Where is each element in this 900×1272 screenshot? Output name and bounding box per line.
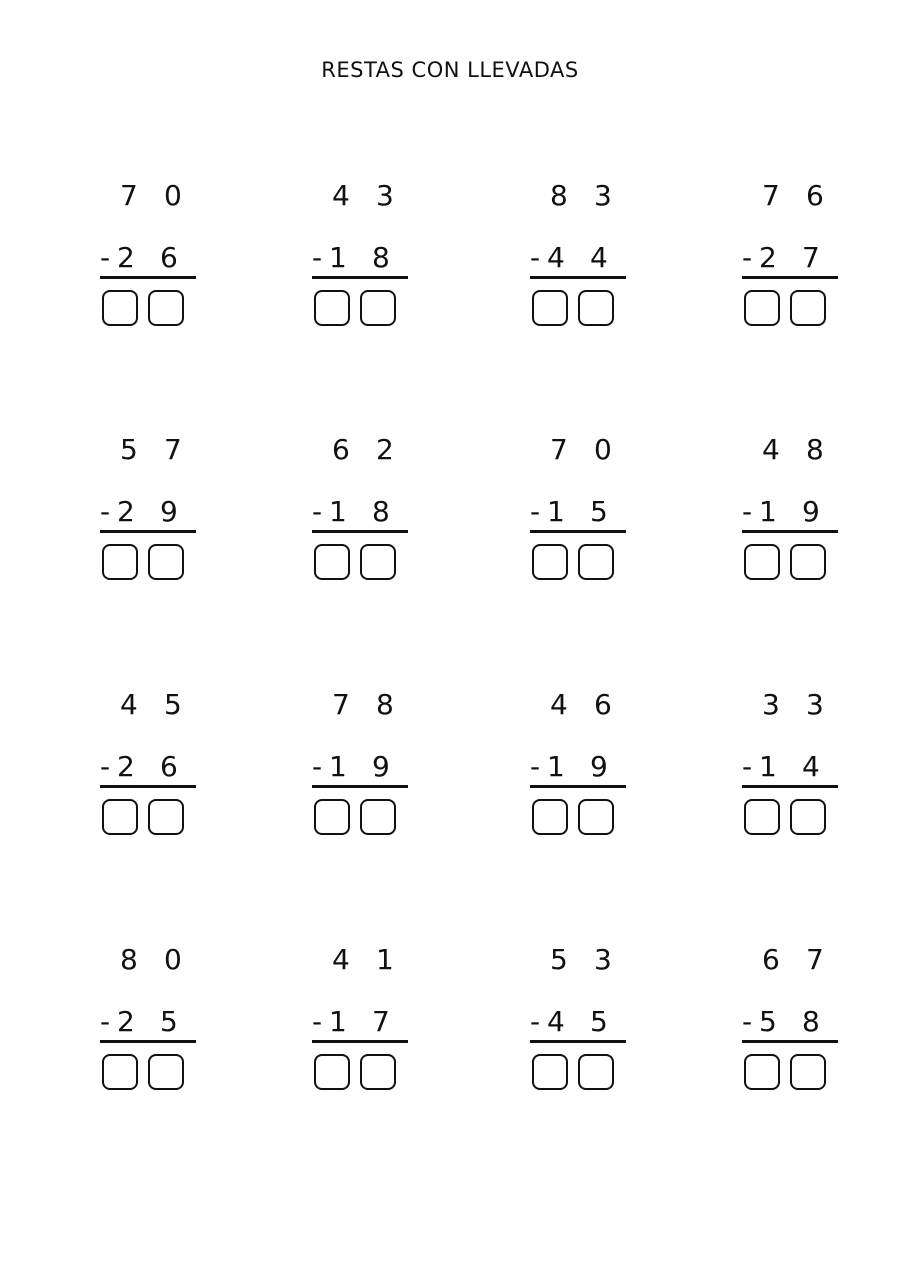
answer-box-tens[interactable] (744, 544, 780, 580)
minuend-units-digit: 0 (164, 179, 182, 212)
minuend-tens-digit: 8 (550, 179, 568, 212)
sum-line (742, 1040, 838, 1043)
answer-box-tens[interactable] (314, 799, 350, 835)
minuend-tens-digit: 4 (120, 688, 138, 721)
sum-line (312, 276, 408, 279)
minus-sign: - (742, 750, 753, 783)
subtraction-problem (530, 170, 640, 340)
minus-sign: - (312, 241, 323, 274)
subtrahend-tens-digit: 2 (117, 1005, 135, 1038)
sum-line (312, 530, 408, 533)
subtrahend-tens-digit: 2 (117, 495, 135, 528)
answer-box-units[interactable] (790, 1054, 826, 1090)
subtrahend (530, 749, 640, 785)
minuend-tens-digit: 5 (550, 943, 568, 976)
minuend (530, 432, 640, 468)
minuend-units-digit: 8 (376, 688, 394, 721)
answer-box-tens[interactable] (102, 1054, 138, 1090)
subtrahend-tens-digit: 1 (329, 1005, 347, 1038)
minuend-tens-digit: 7 (120, 179, 138, 212)
subtrahend-tens-digit: 4 (547, 241, 565, 274)
answer-box-tens[interactable] (102, 799, 138, 835)
minuend (742, 942, 852, 978)
minuend-tens-digit: 3 (762, 688, 780, 721)
subtrahend-units-digit: 8 (802, 1005, 820, 1038)
minuend-units-digit: 8 (806, 433, 824, 466)
subtrahend-units-digit: 9 (802, 495, 820, 528)
answer-box-tens[interactable] (744, 1054, 780, 1090)
sum-line (530, 1040, 626, 1043)
minuend-tens-digit: 6 (762, 943, 780, 976)
subtrahend-units-digit: 6 (160, 750, 178, 783)
sum-line (312, 1040, 408, 1043)
subtrahend-units-digit: 9 (372, 750, 390, 783)
subtrahend-tens-digit: 1 (547, 750, 565, 783)
subtraction-problem (312, 679, 422, 849)
subtrahend (312, 749, 422, 785)
minuend-tens-digit: 7 (762, 179, 780, 212)
subtrahend-units-digit: 4 (802, 750, 820, 783)
minuend-units-digit: 6 (806, 179, 824, 212)
subtrahend (530, 1004, 640, 1040)
sum-line (742, 530, 838, 533)
minuend (100, 432, 210, 468)
minuend-units-digit: 1 (376, 943, 394, 976)
minuend (100, 687, 210, 723)
answer-box-units[interactable] (578, 544, 614, 580)
minuend-units-digit: 3 (806, 688, 824, 721)
subtraction-problem (742, 934, 852, 1104)
subtrahend-units-digit: 8 (372, 241, 390, 274)
sum-line (100, 1040, 196, 1043)
answer-box-tens[interactable] (532, 1054, 568, 1090)
subtrahend (100, 494, 210, 530)
minus-sign: - (530, 241, 541, 274)
answer-box-units[interactable] (790, 544, 826, 580)
minuend-units-digit: 3 (594, 943, 612, 976)
subtrahend (530, 240, 640, 276)
minus-sign: - (530, 1005, 541, 1038)
minuend-units-digit: 3 (594, 179, 612, 212)
minuend-tens-digit: 4 (762, 433, 780, 466)
answer-box-units[interactable] (578, 1054, 614, 1090)
answer-box-tens[interactable] (314, 544, 350, 580)
minuend-units-digit: 7 (164, 433, 182, 466)
minuend (312, 178, 422, 214)
minus-sign: - (530, 750, 541, 783)
minuend-tens-digit: 4 (332, 943, 350, 976)
subtraction-problem (312, 934, 422, 1104)
minuend-units-digit: 3 (376, 179, 394, 212)
minuend (100, 942, 210, 978)
subtrahend (530, 494, 640, 530)
subtrahend-units-digit: 7 (802, 241, 820, 274)
sum-line (100, 276, 196, 279)
answer-box-tens[interactable] (744, 799, 780, 835)
subtraction-problem (530, 424, 640, 594)
subtraction-problem (312, 170, 422, 340)
answer-box-tens[interactable] (532, 799, 568, 835)
subtrahend (100, 1004, 210, 1040)
minuend-tens-digit: 4 (550, 688, 568, 721)
answer-box-units[interactable] (578, 290, 614, 326)
subtrahend-tens-digit: 1 (547, 495, 565, 528)
subtrahend-tens-digit: 1 (329, 750, 347, 783)
minuend (312, 432, 422, 468)
sum-line (742, 276, 838, 279)
answer-box-units[interactable] (578, 799, 614, 835)
answer-box-units[interactable] (148, 544, 184, 580)
minuend-units-digit: 0 (164, 943, 182, 976)
answer-box-tens[interactable] (314, 1054, 350, 1090)
minus-sign: - (530, 495, 541, 528)
answer-box-units[interactable] (360, 799, 396, 835)
answer-box-units[interactable] (148, 1054, 184, 1090)
answer-box-units[interactable] (360, 544, 396, 580)
minus-sign: - (742, 241, 753, 274)
subtraction-problem (742, 424, 852, 594)
minuend-tens-digit: 4 (332, 179, 350, 212)
subtraction-problem (100, 424, 210, 594)
answer-box-units[interactable] (148, 290, 184, 326)
answer-box-units[interactable] (790, 799, 826, 835)
sum-line (100, 785, 196, 788)
minus-sign: - (312, 750, 323, 783)
subtraction-problem (312, 424, 422, 594)
minuend (530, 942, 640, 978)
subtrahend (312, 1004, 422, 1040)
minuend-tens-digit: 7 (550, 433, 568, 466)
subtrahend (742, 1004, 852, 1040)
subtraction-problem (742, 170, 852, 340)
minuend (312, 687, 422, 723)
sum-line (530, 530, 626, 533)
minuend (742, 687, 852, 723)
subtrahend (312, 494, 422, 530)
subtrahend-tens-digit: 2 (117, 750, 135, 783)
answer-box-tens[interactable] (744, 290, 780, 326)
minus-sign: - (100, 1005, 111, 1038)
subtrahend-tens-digit: 1 (329, 495, 347, 528)
sum-line (100, 530, 196, 533)
subtrahend (742, 240, 852, 276)
subtraction-problem (742, 679, 852, 849)
subtrahend-tens-digit: 1 (759, 750, 777, 783)
subtraction-problem (530, 679, 640, 849)
subtrahend (742, 749, 852, 785)
minuend (742, 432, 852, 468)
minuend-units-digit: 5 (164, 688, 182, 721)
subtrahend (100, 240, 210, 276)
minuend-tens-digit: 7 (332, 688, 350, 721)
subtrahend (312, 240, 422, 276)
answer-box-tens[interactable] (102, 290, 138, 326)
answer-box-tens[interactable] (314, 290, 350, 326)
minuend-units-digit: 7 (806, 943, 824, 976)
answer-box-units[interactable] (360, 290, 396, 326)
subtraction-problem (100, 679, 210, 849)
subtrahend-units-digit: 4 (590, 241, 608, 274)
sum-line (530, 785, 626, 788)
sum-line (530, 276, 626, 279)
answer-box-tens[interactable] (532, 544, 568, 580)
answer-box-tens[interactable] (532, 290, 568, 326)
minuend-tens-digit: 5 (120, 433, 138, 466)
minuend (100, 178, 210, 214)
subtrahend-units-digit: 9 (160, 495, 178, 528)
answer-box-tens[interactable] (102, 544, 138, 580)
minuend-units-digit: 0 (594, 433, 612, 466)
minuend (742, 178, 852, 214)
subtrahend-tens-digit: 2 (117, 241, 135, 274)
subtrahend-tens-digit: 1 (759, 495, 777, 528)
minus-sign: - (100, 495, 111, 528)
subtraction-problem (100, 934, 210, 1104)
subtrahend-units-digit: 8 (372, 495, 390, 528)
subtrahend-tens-digit: 2 (759, 241, 777, 274)
minuend-units-digit: 6 (594, 688, 612, 721)
minuend-units-digit: 2 (376, 433, 394, 466)
subtrahend-units-digit: 5 (160, 1005, 178, 1038)
minus-sign: - (312, 495, 323, 528)
subtrahend-tens-digit: 1 (329, 241, 347, 274)
subtraction-problem (530, 934, 640, 1104)
minuend-tens-digit: 6 (332, 433, 350, 466)
subtrahend-units-digit: 7 (372, 1005, 390, 1038)
subtrahend-units-digit: 6 (160, 241, 178, 274)
minus-sign: - (742, 1005, 753, 1038)
subtrahend-units-digit: 5 (590, 495, 608, 528)
subtrahend-units-digit: 9 (590, 750, 608, 783)
page-title: RESTAS CON LLEVADAS (321, 58, 579, 82)
minuend (530, 687, 640, 723)
minuend (312, 942, 422, 978)
subtrahend-units-digit: 5 (590, 1005, 608, 1038)
subtrahend-tens-digit: 5 (759, 1005, 777, 1038)
minus-sign: - (312, 1005, 323, 1038)
minuend-tens-digit: 8 (120, 943, 138, 976)
subtrahend (742, 494, 852, 530)
answer-box-units[interactable] (148, 799, 184, 835)
minus-sign: - (100, 750, 111, 783)
answer-box-units[interactable] (790, 290, 826, 326)
subtraction-problem (100, 170, 210, 340)
minus-sign: - (100, 241, 111, 274)
sum-line (312, 785, 408, 788)
minuend (530, 178, 640, 214)
subtrahend (100, 749, 210, 785)
subtrahend-tens-digit: 4 (547, 1005, 565, 1038)
minus-sign: - (742, 495, 753, 528)
sum-line (742, 785, 838, 788)
answer-box-units[interactable] (360, 1054, 396, 1090)
